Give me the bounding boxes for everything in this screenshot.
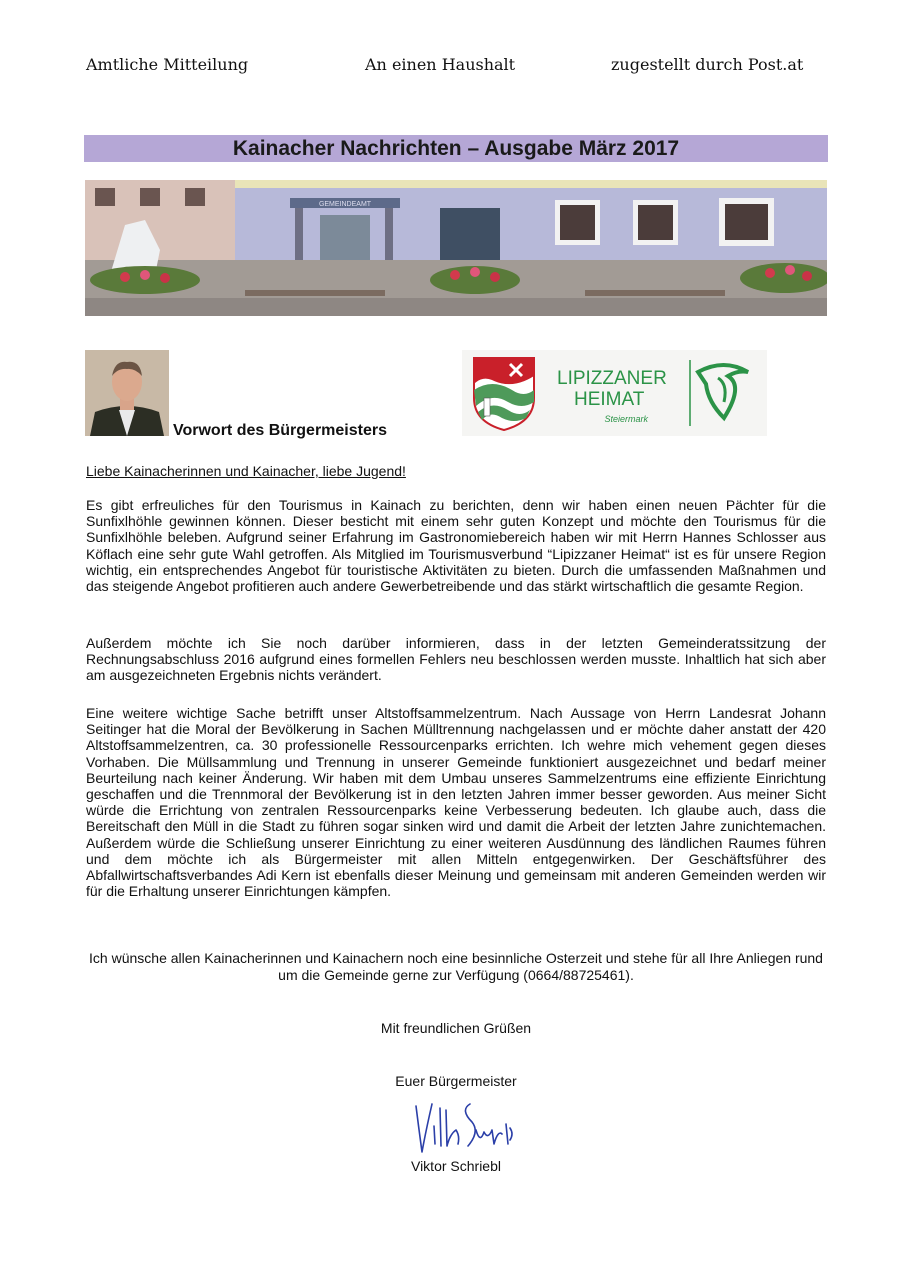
- header-left: Amtliche Mitteilung: [86, 55, 249, 74]
- logo-line1: LIPIZZANER: [557, 368, 667, 389]
- greeting: Liebe Kainacherinnen und Kainacher, liebe Jugend!: [86, 463, 406, 479]
- mayor-name: Viktor Schriebl: [410, 1158, 501, 1174]
- signoff: Euer Bürgermeister: [395, 1073, 517, 1089]
- logo-line3: Steiermark: [604, 414, 648, 424]
- paragraph-budget: Außerdem möchte ich Sie noch darüber informieren, dass in der letzten Gemeinderatssitzung der Rechnungsabschluss 2016 aufgrund eines formellen Fehlers neu beschlossen werden musste. Inhaltlich hat sich aber am ausgezeichneten Ergebnis nichts verändert.: [86, 635, 826, 684]
- newsletter-title: Kainacher Nachrichten – Ausgabe März 2017: [84, 135, 828, 162]
- easter-wish: Ich wünsche allen Kainacherinnen und Kainachern noch eine besinnliche Osterzeit und stehe für all Ihre Anliegen rund um die Gemeinde gerne zur Verfügung (0664/88725461).: [89, 950, 823, 983]
- closing: Mit freundlichen Grüßen: [380, 1020, 532, 1036]
- coat-of-arms-icon: [474, 358, 534, 430]
- paragraph-recycling: Eine weitere wichtige Sache betrifft unser Altstoffsammelzentrum. Nach Aussage von Herrn Landesrat Johann Seitinger hat die Moral der Bevölkerung in Sachen Mülltrennung nachgelassen und er möchte daher anstatt der 420 Altstoffsammelzentren, ca. 30 professionelle Ressourcenparks errichten. Ich wehre mich vehement gegen dieses Vorhaben. Die Müllsammlung und Trennung in unserer Gemeinde funktioniert ausgezeichnet und bedarf meiner Beurteilung nach keiner Änderung. Wir haben mit dem Umbau unseres Sammelzentrums eine effiziente Einrichtung geschaffen und die Trennmoral der Bevölkerung ist in den letzten Jahren immer besser geworden. Aus meiner Sicht würde die Errichtung von zentralen Ressourcenparks keine Verbesserung bedeuten. Ich glaube auch, dass die Bereitschaft den Müll in die Stadt zu führen sogar sinken wird und damit die Arbeit der letzten Jahre zunichtemachen. Außerdem würde die Schließung unserer Einrichtung zu einer weiteren Ausdünnung des ländlichen Raumes führen und dem möchte ich als Bürgermeister mit allen Mitteln entgegenwirken. Der Geschäftsführer des Abfallwirtschaftsverbandes Adi Kern ist ebenfalls dieser Meinung und gemeinsam mit anderen Gemeinden werden wir für die Erhaltung unserer Einrichtungen kämpfen.: [86, 705, 826, 900]
- section-title: Vorwort des Bürgermeisters: [173, 422, 387, 439]
- mayor-portrait: [85, 350, 169, 436]
- lipizzaner-heimat-logo: [462, 350, 767, 436]
- town-hall-photo: [85, 180, 827, 316]
- logo-line2: HEIMAT: [574, 389, 645, 410]
- signature: [410, 1100, 520, 1158]
- header-center: An einen Haushalt: [365, 55, 516, 74]
- header-right: zugestellt durch Post.at: [611, 55, 804, 74]
- paragraph-tourism: Es gibt erfreuliches für den Tourismus in Kainach zu berichten, denn wir haben einen neuen Pächter für die Sunfixlhöhle gewinnen können. Dieser besticht mit einem sehr guten Konzept und möchte den Tourismus für die Sunfixlhöhle beleben. Aufgrund seiner Erfahrung im Gastronomiebereich haben wir mit Herrn Hannes Schlosser aus Köflach eine sehr gute Wahl getroffen. Als Mitglied im Tourismusverbund “Lipizzaner Heimat“ ist es für unsere Region wichtig, ein entsprechendes Angebot für touristische Aktivitäten zu bieten. Durch die umfassenden Maßnahmen und das steigende Angebot profitieren auch andere Gewerbetreibende und das stärkt wirtschaftlich die gesamte Region.: [86, 497, 826, 595]
- banner-sign: GEMEINDEAMT: [318, 201, 372, 208]
